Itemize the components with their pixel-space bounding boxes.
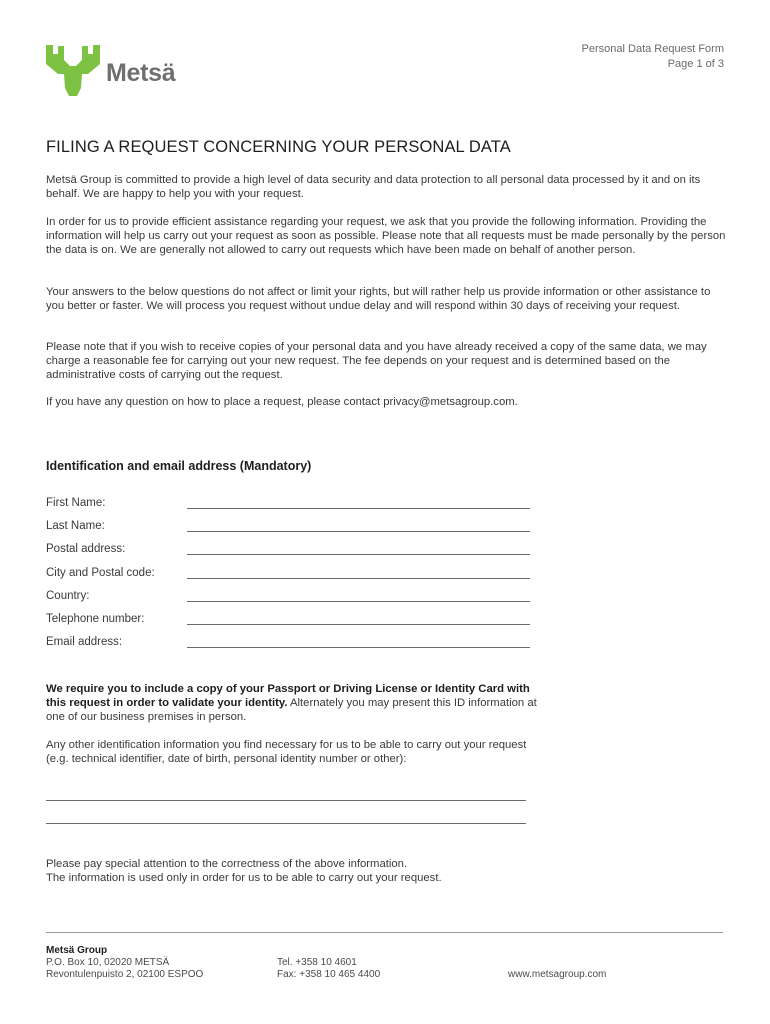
metsa-logo bbox=[44, 42, 204, 100]
intro-paragraph-4: Please note that if you wish to receive copies of your personal data and you have already received a copy of the same data, we may charge a reasonable fee for carrying out your new request. The fee depends on your request and is determined based on the administrative costs of carrying out the request. bbox=[46, 341, 707, 381]
footer-website-link[interactable]: www.metsagroup.com bbox=[508, 969, 607, 980]
intro-paragraph-3: Your answers to the below questions do not affect or limit your rights, but will rather help us provide information or other assistance to you better or faster. We will process you request without undue delay and will respond within 30 days of receiving your request. bbox=[46, 286, 711, 312]
fill-in-line[interactable] bbox=[187, 508, 530, 509]
attention-line-1: Please pay special attention to the correctness of the above information. bbox=[46, 858, 408, 870]
id-requirement-paragraph bbox=[46, 682, 546, 724]
postal-address-field[interactable] bbox=[46, 543, 546, 559]
first-name-field[interactable] bbox=[46, 497, 546, 513]
attention-line-2: The information is used only in order for us to be able to carry out your request. bbox=[46, 872, 442, 884]
other-info-line-2[interactable] bbox=[46, 823, 526, 824]
field-label: Email address: bbox=[46, 636, 123, 648]
fill-in-line[interactable] bbox=[187, 647, 530, 648]
footer-company: Metsä Group bbox=[46, 945, 108, 956]
intro-paragraph-1: Metsä Group is committed to provide a high level of data security and data protection to all personal data processed by it and on its behalf. We are happy to help you with your request. bbox=[46, 174, 701, 200]
field-label: Country: bbox=[46, 590, 90, 602]
field-label: City and Postal code: bbox=[46, 567, 155, 579]
other-info-line-1[interactable] bbox=[46, 800, 526, 801]
form-title: Personal Data Request Form bbox=[581, 43, 724, 55]
moose-antler-icon bbox=[44, 42, 102, 98]
country-field[interactable] bbox=[46, 590, 546, 606]
footer-address bbox=[46, 945, 203, 981]
field-label: Last Name: bbox=[46, 520, 105, 532]
field-label: First Name: bbox=[46, 497, 106, 509]
identification-title: Identification and email address (Mandatory) bbox=[46, 459, 312, 473]
field-label: Telephone number: bbox=[46, 613, 145, 625]
footer-phone bbox=[277, 957, 380, 981]
field-label: Postal address: bbox=[46, 543, 126, 555]
contact-paragraph: If you have any question on how to place a request, please contact privacy@metsagroup.com. bbox=[46, 396, 518, 408]
fill-in-line[interactable] bbox=[187, 624, 530, 625]
city-postal-code-field[interactable] bbox=[46, 567, 546, 583]
page-title: FILING A REQUEST CONCERNING YOUR PERSONAL DATA bbox=[46, 138, 511, 156]
footer-street: Revontulenpuisto 2, 02100 ESPOO bbox=[46, 969, 204, 980]
email-field[interactable] bbox=[46, 636, 546, 652]
id-requirement-rest: Alternately you may present this ID information at one of our business premises in person. bbox=[46, 697, 537, 723]
fill-in-line[interactable] bbox=[187, 554, 530, 555]
footer-divider bbox=[46, 932, 723, 933]
other-id-paragraph: Any other identification information you find necessary for us to be able to carry out your request (e.g. technical identifier, date of birth, personal identity number or other): bbox=[46, 739, 527, 765]
fill-in-line[interactable] bbox=[187, 601, 530, 602]
brand-name: Metsä bbox=[106, 59, 176, 87]
intro-paragraph-2: In order for us to provide efficient assistance regarding your request, we ask that you provide the following information. Providing the information will help us carry out your request as soon as possible. Please note that all requests must be made personally by the person the data is on. We are generally not allowed to carry out requests which have been made on behalf of another person. bbox=[46, 216, 726, 256]
fill-in-line[interactable] bbox=[187, 578, 530, 579]
form-meta bbox=[582, 42, 724, 72]
footer-fax: Fax: +358 10 465 4400 bbox=[277, 969, 381, 980]
fill-in-line[interactable] bbox=[187, 531, 530, 532]
telephone-field[interactable] bbox=[46, 613, 546, 629]
footer-web bbox=[508, 969, 606, 981]
page-number: Page 1 of 3 bbox=[667, 58, 724, 70]
id-requirement-bold: We require you to include a copy of your Passport or Driving License or Identity Card with this request in order to validate your identity. bbox=[46, 683, 530, 709]
footer-tel: Tel. +358 10 4601 bbox=[277, 957, 357, 968]
last-name-field[interactable] bbox=[46, 520, 546, 536]
footer-po-box: P.O. Box 10, 02020 METSÄ bbox=[46, 957, 170, 968]
